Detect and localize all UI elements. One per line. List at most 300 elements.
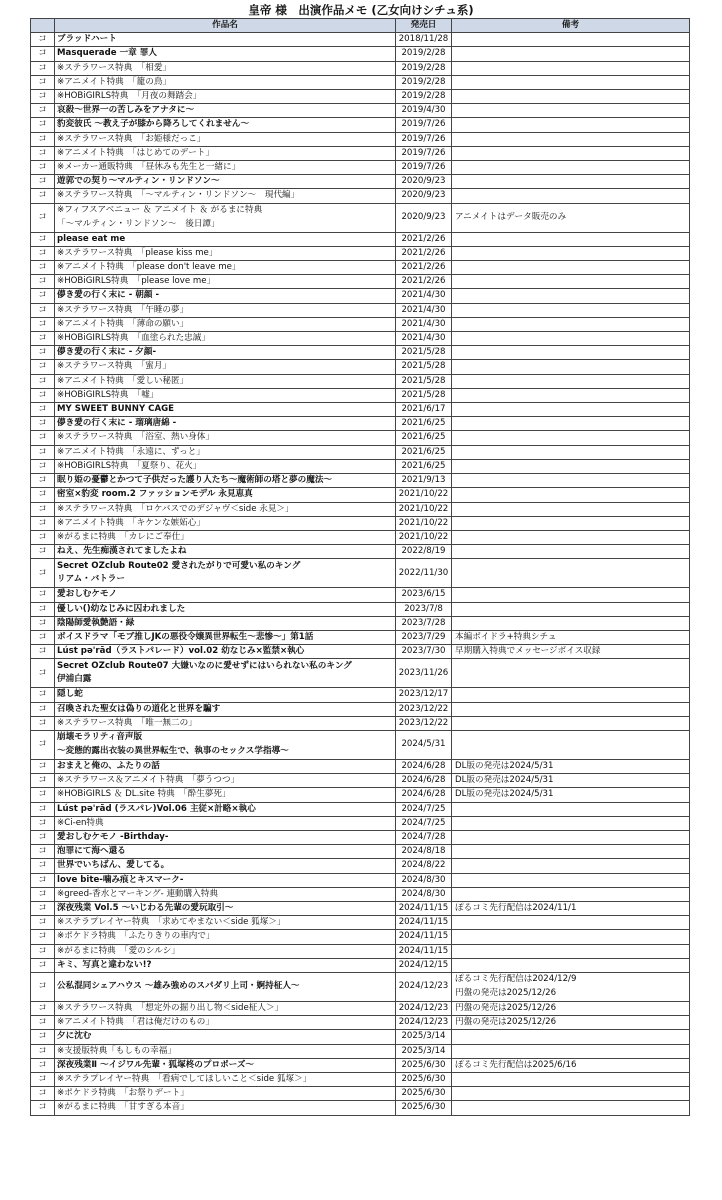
table-row [31, 431, 690, 445]
release-date-cell: 2021/6/25 [396, 459, 452, 473]
release-date-cell: 2021/5/28 [396, 374, 452, 388]
release-date-cell: 2021/2/26 [396, 275, 452, 289]
table-row [31, 516, 690, 530]
work-title-cell: ※ステラワース特典 「相愛」 [55, 61, 396, 75]
release-date-cell: 2021/10/22 [396, 516, 452, 530]
work-title-cell: 儚き愛の行く末に - 朝顔 - [55, 289, 396, 303]
table-row [31, 774, 690, 788]
release-date-cell: 2019/7/26 [396, 146, 452, 160]
check-cell: コ [31, 261, 55, 275]
notes-cell [452, 332, 690, 346]
release-date-cell: 2024/8/22 [396, 859, 452, 873]
notes-cell [452, 118, 690, 132]
work-title-cell: 泡罪にて海へ還る [55, 845, 396, 859]
release-date-cell: 2021/10/22 [396, 502, 452, 516]
work-title-line2: ～変態的露出衣装の異世界転生で、執事のセックス学指導～ [57, 745, 289, 756]
check-cell: コ [31, 502, 55, 516]
release-date-cell: 2020/9/23 [396, 203, 452, 232]
table-row [31, 616, 690, 630]
work-title-cell: ※HOBiGIRLS ＆ DL.site 特典 「酔生夢死」 [55, 788, 396, 802]
check-cell: コ [31, 616, 55, 630]
notes-cell [452, 232, 690, 246]
release-date-cell: 2021/2/26 [396, 246, 452, 260]
work-title-cell: ※アニメイト特典 「please don't leave me」 [55, 261, 396, 275]
notes-cell [452, 346, 690, 360]
release-date-cell: 2023/7/8 [396, 602, 452, 616]
release-date-cell: 2020/9/23 [396, 175, 452, 189]
table-row [31, 403, 690, 417]
table-row [31, 275, 690, 289]
check-cell: コ [31, 431, 55, 445]
notes-cell [452, 502, 690, 516]
work-title-line2: リアム・バトラー [57, 574, 125, 585]
notes-cell [452, 289, 690, 303]
release-date-cell: 2023/12/22 [396, 702, 452, 716]
work-title-cell: ※ステラプレイヤー特典 「看病でしてほしいこと＜side 狐塚＞」 [55, 1073, 396, 1087]
header-work-title: 作品名 [55, 19, 396, 33]
notes-cell [452, 1044, 690, 1058]
work-title-cell: ※がるまに特典 「愛のシルシ」 [55, 944, 396, 958]
check-cell: コ [31, 916, 55, 930]
work-title-cell: ※ステラワース特典 「～マルティン・リンドソン～ 現代編」 [55, 189, 396, 203]
table-row [31, 901, 690, 915]
table-row [31, 417, 690, 431]
works-table [30, 18, 690, 1116]
work-title-cell: ※ステラワース＆アニメイト特典 「夢うつつ」 [55, 774, 396, 788]
table-row [31, 559, 690, 588]
work-title-cell: love bite-噛み痕とキスマーク- [55, 873, 396, 887]
table-row [31, 47, 690, 61]
work-title-cell [55, 659, 396, 688]
release-date-cell: 2023/11/26 [396, 659, 452, 688]
work-title-cell: 遊郭での契り～マルティン・リンドソン～ [55, 175, 396, 189]
notes-cell [452, 1073, 690, 1087]
check-cell: コ [31, 559, 55, 588]
check-cell: コ [31, 702, 55, 716]
notes-cell [452, 275, 690, 289]
table-row [31, 1058, 690, 1072]
notes-cell [452, 75, 690, 89]
check-cell: コ [31, 189, 55, 203]
release-date-cell: 2021/9/13 [396, 474, 452, 488]
header-row [31, 19, 690, 33]
check-cell: コ [31, 1030, 55, 1044]
work-title-cell: ※ステラワース特典 「ロケバスでのデジャヴ＜side 永見＞」 [55, 502, 396, 516]
table-row [31, 346, 690, 360]
table-row [31, 816, 690, 830]
work-title-line1: Secret OZclub Route07 大嫌いなのに愛せずにはいられない私のキング [57, 660, 352, 671]
notes-cell [452, 175, 690, 189]
release-date-cell: 2024/7/25 [396, 816, 452, 830]
notes-cell [452, 688, 690, 702]
table-row [31, 374, 690, 388]
notes-cell [452, 388, 690, 402]
work-title-cell: ※がるまに特典 「甘すぎる本音」 [55, 1101, 396, 1115]
notes-cell: 本編ボイドラ+特典シチュ [452, 630, 690, 644]
table-row [31, 289, 690, 303]
notes-cell [452, 403, 690, 417]
release-date-cell: 2021/2/26 [396, 232, 452, 246]
release-date-cell: 2021/2/26 [396, 261, 452, 275]
work-title-cell: 豹変彼氏 ～教え子が膝から降ろしてくれません～ [55, 118, 396, 132]
table-row [31, 388, 690, 402]
notes-cell [452, 616, 690, 630]
release-date-cell: 2021/4/30 [396, 289, 452, 303]
work-title-cell [55, 203, 396, 232]
notes-cell [452, 317, 690, 331]
check-cell: コ [31, 873, 55, 887]
release-date-cell: 2019/2/28 [396, 75, 452, 89]
table-row [31, 261, 690, 275]
notes-cell [452, 816, 690, 830]
notes-cell [452, 61, 690, 75]
notes-cell [452, 702, 690, 716]
check-cell: コ [31, 388, 55, 402]
notes-cell: DL版の発売は2024/5/31 [452, 788, 690, 802]
notes-cell [452, 559, 690, 588]
release-date-cell: 2024/11/15 [396, 944, 452, 958]
notes-cell [452, 261, 690, 275]
check-cell: コ [31, 417, 55, 431]
work-title-cell: ねえ、先生痴漢されてましたよね [55, 545, 396, 559]
release-date-cell: 2024/12/23 [396, 1001, 452, 1015]
check-cell: コ [31, 588, 55, 602]
table-row [31, 972, 690, 1001]
release-date-cell: 2020/9/23 [396, 189, 452, 203]
check-cell: コ [31, 346, 55, 360]
release-date-cell: 2021/4/30 [396, 332, 452, 346]
notes-cell [452, 374, 690, 388]
check-cell: コ [31, 459, 55, 473]
notes-cell: DL版の発売は2024/5/31 [452, 759, 690, 773]
table-row [31, 859, 690, 873]
release-date-cell: 2025/6/30 [396, 1087, 452, 1101]
release-date-cell: 2023/7/30 [396, 645, 452, 659]
work-title-cell: ※ステラプレイヤー特典 「求めてやまない＜side 狐塚＞」 [55, 916, 396, 930]
release-date-cell: 2023/7/28 [396, 616, 452, 630]
check-cell: コ [31, 688, 55, 702]
check-cell: コ [31, 1001, 55, 1015]
work-title-cell: ※greed-香水とマーキング- 連動購入特典 [55, 887, 396, 901]
notes-cell: DL版の発売は2024/5/31 [452, 774, 690, 788]
check-cell: コ [31, 816, 55, 830]
work-title-cell: 密室×豹変 room.2 ファッションモデル 永見恵真 [55, 488, 396, 502]
work-title-cell: 夕に沈む [55, 1030, 396, 1044]
work-title-cell: MY SWEET BUNNY CAGE [55, 403, 396, 417]
table-row [31, 830, 690, 844]
notes-cell [452, 1087, 690, 1101]
table-row [31, 958, 690, 972]
work-title-cell: ※がるまに特典 「カレにご奉仕」 [55, 530, 396, 544]
release-date-cell: 2021/6/25 [396, 431, 452, 445]
check-cell: コ [31, 630, 55, 644]
release-date-cell: 2019/2/28 [396, 47, 452, 61]
work-title-cell: ※ステラワース特典 「please kiss me」 [55, 246, 396, 260]
release-date-cell: 2022/11/30 [396, 559, 452, 588]
work-title-cell: ※アニメイト特典 「愛しい秘匿」 [55, 374, 396, 388]
work-title-cell: ボイスドラマ「モブ推しJKの悪役令嬢異世界転生～悲惨～」第1話 [55, 630, 396, 644]
table-row [31, 61, 690, 75]
notes-cell [452, 930, 690, 944]
table-row [31, 730, 690, 759]
table-row [31, 887, 690, 901]
release-date-cell: 2024/5/31 [396, 730, 452, 759]
work-title-line1: ※フィフスアベニュー ＆ アニメイト ＆ がるまに特典 [57, 205, 263, 216]
notes-cell [452, 161, 690, 175]
release-date-cell: 2021/6/17 [396, 403, 452, 417]
work-title-cell: ※ステラワース特典 「浴室、熱い身体」 [55, 431, 396, 445]
notes-cell: ぽるコミ先行配信は2024/11/1 [452, 901, 690, 915]
check-cell: コ [31, 1087, 55, 1101]
work-title-cell: 深夜残業 Vol.5 ～いじわる先輩の愛玩取引～ [55, 901, 396, 915]
check-cell: コ [31, 802, 55, 816]
release-date-cell: 2024/11/15 [396, 930, 452, 944]
check-cell: コ [31, 75, 55, 89]
table-row [31, 659, 690, 688]
table-row [31, 360, 690, 374]
notes-cell [452, 873, 690, 887]
work-title-cell: ※HOBiGIRLS特典 「夏祭り、花火」 [55, 459, 396, 473]
table-row [31, 203, 690, 232]
check-cell: コ [31, 33, 55, 47]
notes-cell: アニメイトはデータ販売のみ [452, 203, 690, 232]
notes-cell: 早期購入特典でメッセージボイス収録 [452, 645, 690, 659]
work-title-cell: ※メーカー通販特典 「昼休みも先生と一緒に」 [55, 161, 396, 175]
notes-cell [452, 916, 690, 930]
notes-cell [452, 360, 690, 374]
release-date-cell: 2024/11/15 [396, 901, 452, 915]
release-date-cell: 2023/7/29 [396, 630, 452, 644]
check-cell: コ [31, 1016, 55, 1030]
table-row [31, 189, 690, 203]
release-date-cell: 2021/5/28 [396, 388, 452, 402]
release-date-cell: 2021/4/30 [396, 317, 452, 331]
release-date-cell: 2024/8/18 [396, 845, 452, 859]
check-cell: コ [31, 317, 55, 331]
work-title-cell: ※ステラワース特典 「想定外の掘り出し物＜side柾人＞」 [55, 1001, 396, 1015]
release-date-cell: 2025/6/30 [396, 1073, 452, 1087]
table-row [31, 630, 690, 644]
table-row [31, 232, 690, 246]
check-cell: コ [31, 374, 55, 388]
work-title-cell: キミ、写真と違わない!? [55, 958, 396, 972]
notes-cell [452, 189, 690, 203]
notes-cell: 円盤の発売は2025/12/26 [452, 1016, 690, 1030]
table-row [31, 1030, 690, 1044]
table-row [31, 602, 690, 616]
work-title-cell: ※HOBiGIRLS特典 「please love me」 [55, 275, 396, 289]
work-title-cell: 陰陽師愛執艶語・緑 [55, 616, 396, 630]
table-row [31, 317, 690, 331]
work-title-cell [55, 730, 396, 759]
release-date-cell: 2024/12/23 [396, 972, 452, 1001]
work-title-cell: ※支援版特典「もしもの幸福」 [55, 1044, 396, 1058]
work-title-cell: 儚き愛の行く末に - 瑠璃唐綿 - [55, 417, 396, 431]
release-date-cell: 2024/6/28 [396, 774, 452, 788]
table-row [31, 445, 690, 459]
check-cell: コ [31, 730, 55, 759]
notes-cell [452, 530, 690, 544]
check-cell: コ [31, 859, 55, 873]
work-title-cell: Masquerade 一章 罪人 [55, 47, 396, 61]
table-row [31, 845, 690, 859]
work-title-cell: ※アニメイト特典 「キケンな嫉妬心」 [55, 516, 396, 530]
release-date-cell: 2021/5/28 [396, 360, 452, 374]
header-check [31, 19, 55, 33]
notes-cell [452, 431, 690, 445]
check-cell: コ [31, 289, 55, 303]
table-row [31, 645, 690, 659]
notes-cell [452, 303, 690, 317]
table-row [31, 303, 690, 317]
table-row [31, 545, 690, 559]
notes-cell [452, 33, 690, 47]
check-cell: コ [31, 203, 55, 232]
notes-cell [452, 445, 690, 459]
table-row [31, 802, 690, 816]
check-cell: コ [31, 516, 55, 530]
work-title-cell: 儚き愛の行く末に - 夕顔- [55, 346, 396, 360]
notes-cell [452, 944, 690, 958]
release-date-cell: 2025/6/30 [396, 1058, 452, 1072]
table-row [31, 488, 690, 502]
work-title-line2: 「～マルティン・リンドソン～ 後日譚」 [57, 218, 220, 229]
work-title-cell: ※HOBiGIRLS特典 「血塗られた忠誠」 [55, 332, 396, 346]
check-cell: コ [31, 47, 55, 61]
notes-cell [452, 459, 690, 473]
check-cell: コ [31, 972, 55, 1001]
table-row [31, 175, 690, 189]
check-cell: コ [31, 645, 55, 659]
notes-cell [452, 887, 690, 901]
notes-cell [452, 659, 690, 688]
check-cell: コ [31, 161, 55, 175]
table-row [31, 530, 690, 544]
notes-cell [452, 588, 690, 602]
table-row [31, 75, 690, 89]
work-title-line1: 崩壊モラリティ音声版 [57, 732, 143, 743]
table-row [31, 1087, 690, 1101]
release-date-cell: 2023/12/22 [396, 716, 452, 730]
table-row [31, 118, 690, 132]
notes-cell: ぽるコミ先行配信は2025/6/16 [452, 1058, 690, 1072]
work-title-cell: 優しい()幼なじみに囚われました [55, 602, 396, 616]
notes-cell [452, 47, 690, 61]
check-cell: コ [31, 788, 55, 802]
notes-cell [452, 146, 690, 160]
check-cell: コ [31, 275, 55, 289]
check-cell: コ [31, 175, 55, 189]
table-row [31, 788, 690, 802]
check-cell: コ [31, 1101, 55, 1115]
table-row [31, 90, 690, 104]
notes-cell [452, 602, 690, 616]
work-title-cell: 愛おしむケモノ [55, 588, 396, 602]
notes-cell [452, 845, 690, 859]
work-title-cell: ※ステラワース特典 「蜜月」 [55, 360, 396, 374]
work-title-cell: ※ポケドラ特典 「お祭りデート」 [55, 1087, 396, 1101]
notes-cell [452, 104, 690, 118]
check-cell: コ [31, 474, 55, 488]
check-cell: コ [31, 488, 55, 502]
release-date-cell: 2025/3/14 [396, 1044, 452, 1058]
release-date-cell: 2024/8/30 [396, 887, 452, 901]
table-row [31, 873, 690, 887]
release-date-cell: 2019/2/28 [396, 61, 452, 75]
work-title-cell: おまえと俺の、ふたりの話 [55, 759, 396, 773]
check-cell: コ [31, 944, 55, 958]
check-cell: コ [31, 146, 55, 160]
work-title-cell: 眠り姫の憂鬱とかつて子供だった護り人たち～魔術師の塔と夢の魔法～ [55, 474, 396, 488]
notes-cell [452, 1030, 690, 1044]
notes-line2: 円盤の発売は2025/12/26 [455, 987, 557, 998]
table-row [31, 146, 690, 160]
release-date-cell: 2024/7/25 [396, 802, 452, 816]
release-date-cell: 2019/7/26 [396, 118, 452, 132]
check-cell: コ [31, 830, 55, 844]
work-title-cell: 世界でいちばん、愛してる。 [55, 859, 396, 873]
table-row [31, 930, 690, 944]
table-row [31, 132, 690, 146]
check-cell: コ [31, 246, 55, 260]
release-date-cell: 2025/6/30 [396, 1101, 452, 1115]
work-title-cell: ※ステラワース特典 「唯一無二の」 [55, 716, 396, 730]
notes-cell [452, 132, 690, 146]
work-title-cell: ※アニメイト特典 「薄命の願い」 [55, 317, 396, 331]
check-cell: コ [31, 104, 55, 118]
notes-line1: ぽるコミ先行配信は2024/12/9 [455, 974, 577, 985]
release-date-cell: 2021/5/28 [396, 346, 452, 360]
release-date-cell: 2024/6/28 [396, 788, 452, 802]
release-date-cell: 2024/7/28 [396, 830, 452, 844]
work-title-cell: ※ポケドラ特典 「ふたりきりの車内で」 [55, 930, 396, 944]
table-row [31, 33, 690, 47]
table-row [31, 716, 690, 730]
check-cell: コ [31, 360, 55, 374]
work-title-cell: ※ステラワース特典 「お姫様だっこ」 [55, 132, 396, 146]
check-cell: コ [31, 132, 55, 146]
release-date-cell: 2021/10/22 [396, 488, 452, 502]
notes-cell [452, 859, 690, 873]
release-date-cell: 2023/6/15 [396, 588, 452, 602]
work-title-cell: ※アニメイト特典 「永遠に、ずっと」 [55, 445, 396, 459]
work-title-cell: 哀殺～世界一の苦しみをアナタに～ [55, 104, 396, 118]
table-row [31, 688, 690, 702]
check-cell: コ [31, 1044, 55, 1058]
work-title-cell: ※アニメイト特典 「君は俺だけのもの」 [55, 1016, 396, 1030]
release-date-cell: 2019/7/26 [396, 161, 452, 175]
work-title-cell: ※ステラワース特典 「午睡の夢」 [55, 303, 396, 317]
release-date-cell: 2023/12/17 [396, 688, 452, 702]
check-cell: コ [31, 774, 55, 788]
notes-cell [452, 958, 690, 972]
notes-cell [452, 246, 690, 260]
work-title-cell: ※HOBiGIRLS特典 「月夜の舞踏会」 [55, 90, 396, 104]
notes-cell: 円盤の発売は2025/12/26 [452, 1001, 690, 1015]
release-date-cell: 2021/6/25 [396, 417, 452, 431]
check-cell: コ [31, 901, 55, 915]
check-cell: コ [31, 61, 55, 75]
notes-cell [452, 802, 690, 816]
check-cell: コ [31, 602, 55, 616]
work-title-cell: 召喚された聖女は偽りの道化と世界を騙す [55, 702, 396, 716]
notes-cell [452, 488, 690, 502]
check-cell: コ [31, 1058, 55, 1072]
notes-cell [452, 730, 690, 759]
table-row [31, 944, 690, 958]
table-row [31, 161, 690, 175]
table-row [31, 332, 690, 346]
